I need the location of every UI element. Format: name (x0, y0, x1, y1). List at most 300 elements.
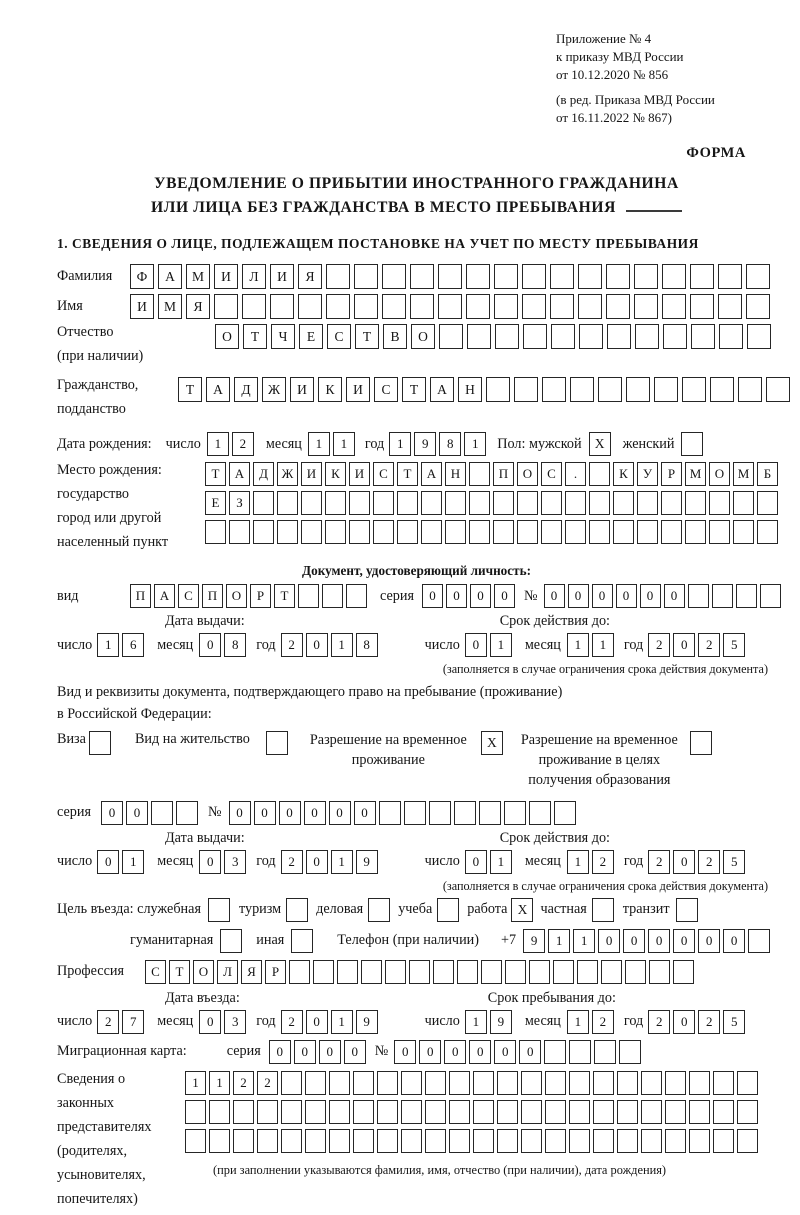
char-cell[interactable] (589, 491, 610, 515)
char-cell[interactable] (346, 584, 367, 608)
char-cell[interactable] (766, 377, 790, 402)
char-cell[interactable]: 0 (444, 1040, 466, 1064)
char-cell[interactable]: Я (298, 264, 322, 289)
char-cell[interactable]: М (733, 462, 754, 486)
char-cell[interactable]: 9 (490, 1010, 512, 1034)
char-cell[interactable] (373, 491, 394, 515)
char-cell[interactable]: Я (186, 294, 210, 319)
char-cell[interactable] (690, 294, 714, 319)
char-cell[interactable]: 0 (465, 633, 487, 657)
char-cell[interactable]: 0 (304, 801, 326, 825)
char-cell[interactable] (298, 584, 319, 608)
char-cell[interactable]: 0 (319, 1040, 341, 1064)
char-cell[interactable]: Р (265, 960, 286, 984)
char-cell[interactable]: 1 (592, 633, 614, 657)
char-cell[interactable] (270, 294, 294, 319)
char-cell[interactable] (690, 264, 714, 289)
char-cell[interactable] (205, 520, 226, 544)
checkbox-work[interactable]: X (511, 898, 533, 922)
char-cell[interactable]: 0 (126, 801, 148, 825)
char-cell[interactable] (529, 801, 551, 825)
char-cell[interactable]: И (349, 462, 370, 486)
char-cell[interactable]: 1 (464, 432, 486, 456)
char-cell[interactable] (514, 377, 538, 402)
char-cell[interactable] (409, 960, 430, 984)
char-cell[interactable] (354, 294, 378, 319)
char-cell[interactable] (382, 264, 406, 289)
char-cell[interactable]: 0 (279, 801, 301, 825)
char-cell[interactable]: 2 (648, 633, 670, 657)
char-cell[interactable] (473, 1071, 494, 1095)
char-cell[interactable] (301, 520, 322, 544)
char-cell[interactable] (329, 1100, 350, 1124)
char-cell[interactable]: Т (355, 324, 379, 349)
char-cell[interactable] (401, 1129, 422, 1153)
char-cell[interactable]: 0 (306, 633, 328, 657)
char-cell[interactable] (377, 1071, 398, 1095)
char-cell[interactable] (541, 520, 562, 544)
char-cell[interactable] (709, 520, 730, 544)
char-cell[interactable]: Е (205, 491, 226, 515)
char-cell[interactable] (712, 584, 733, 608)
char-cell[interactable]: 2 (698, 850, 720, 874)
char-cell[interactable]: Т (397, 462, 418, 486)
char-cell[interactable] (606, 294, 630, 319)
char-cell[interactable] (281, 1129, 302, 1153)
char-cell[interactable]: 2 (592, 850, 614, 874)
char-cell[interactable] (209, 1129, 230, 1153)
char-cell[interactable]: 1 (308, 432, 330, 456)
char-cell[interactable]: 0 (544, 584, 565, 608)
char-cell[interactable]: И (346, 377, 370, 402)
char-cell[interactable]: 9 (356, 850, 378, 874)
char-cell[interactable] (569, 1040, 591, 1064)
char-cell[interactable]: М (685, 462, 706, 486)
char-cell[interactable]: А (154, 584, 175, 608)
char-cell[interactable]: Е (299, 324, 323, 349)
char-cell[interactable]: 0 (673, 850, 695, 874)
char-cell[interactable]: О (215, 324, 239, 349)
char-cell[interactable] (713, 1129, 734, 1153)
char-cell[interactable] (617, 1100, 638, 1124)
char-cell[interactable] (479, 801, 501, 825)
char-cell[interactable]: Л (217, 960, 238, 984)
char-cell[interactable]: И (290, 377, 314, 402)
char-cell[interactable] (733, 520, 754, 544)
char-cell[interactable]: Н (458, 377, 482, 402)
char-cell[interactable]: 2 (232, 432, 254, 456)
char-cell[interactable]: 1 (331, 633, 353, 657)
char-cell[interactable]: 0 (394, 1040, 416, 1064)
char-cell[interactable]: 0 (470, 584, 491, 608)
char-cell[interactable]: 1 (97, 633, 119, 657)
char-cell[interactable] (738, 377, 762, 402)
char-cell[interactable] (662, 294, 686, 319)
char-cell[interactable]: С (327, 324, 351, 349)
char-cell[interactable] (578, 294, 602, 319)
char-cell[interactable] (553, 960, 574, 984)
char-cell[interactable] (757, 491, 778, 515)
char-cell[interactable] (736, 584, 757, 608)
char-cell[interactable] (661, 520, 682, 544)
char-cell[interactable]: 1 (122, 850, 144, 874)
char-cell[interactable] (425, 1100, 446, 1124)
char-cell[interactable] (439, 324, 463, 349)
char-cell[interactable] (521, 1100, 542, 1124)
char-cell[interactable] (565, 491, 586, 515)
char-cell[interactable]: 0 (623, 929, 645, 953)
char-cell[interactable]: 1 (331, 1010, 353, 1034)
char-cell[interactable] (281, 1071, 302, 1095)
char-cell[interactable] (665, 1129, 686, 1153)
char-cell[interactable] (329, 1071, 350, 1095)
char-cell[interactable]: С (373, 462, 394, 486)
checkbox-study[interactable] (437, 898, 459, 922)
char-cell[interactable] (421, 520, 442, 544)
char-cell[interactable] (449, 1100, 470, 1124)
char-cell[interactable]: 5 (723, 850, 745, 874)
char-cell[interactable]: У (637, 462, 658, 486)
char-cell[interactable]: И (270, 264, 294, 289)
char-cell[interactable]: О (411, 324, 435, 349)
char-cell[interactable]: 0 (673, 633, 695, 657)
char-cell[interactable] (325, 520, 346, 544)
char-cell[interactable]: Т (402, 377, 426, 402)
char-cell[interactable] (570, 377, 594, 402)
char-cell[interactable]: М (158, 294, 182, 319)
char-cell[interactable] (382, 294, 406, 319)
char-cell[interactable] (691, 324, 715, 349)
char-cell[interactable]: 1 (567, 1010, 589, 1034)
char-cell[interactable] (589, 462, 610, 486)
char-cell[interactable] (361, 960, 382, 984)
char-cell[interactable] (613, 520, 634, 544)
char-cell[interactable] (466, 264, 490, 289)
char-cell[interactable] (545, 1129, 566, 1153)
checkbox-temp-residence-edu[interactable] (690, 731, 712, 755)
char-cell[interactable] (469, 462, 490, 486)
char-cell[interactable] (522, 264, 546, 289)
char-cell[interactable] (577, 960, 598, 984)
char-cell[interactable] (298, 294, 322, 319)
char-cell[interactable]: 0 (254, 801, 276, 825)
char-cell[interactable]: 2 (281, 850, 303, 874)
char-cell[interactable] (253, 491, 274, 515)
char-cell[interactable]: 2 (648, 1010, 670, 1034)
checkbox-visa[interactable] (89, 731, 111, 755)
char-cell[interactable] (593, 1100, 614, 1124)
char-cell[interactable]: 8 (439, 432, 461, 456)
char-cell[interactable] (607, 324, 631, 349)
char-cell[interactable] (709, 491, 730, 515)
char-cell[interactable] (649, 960, 670, 984)
char-cell[interactable] (661, 491, 682, 515)
char-cell[interactable]: 9 (523, 929, 545, 953)
char-cell[interactable] (214, 294, 238, 319)
char-cell[interactable]: 1 (207, 432, 229, 456)
char-cell[interactable] (497, 1100, 518, 1124)
char-cell[interactable] (497, 1129, 518, 1153)
char-cell[interactable]: 1 (548, 929, 570, 953)
char-cell[interactable] (466, 294, 490, 319)
char-cell[interactable] (637, 520, 658, 544)
char-cell[interactable] (322, 584, 343, 608)
char-cell[interactable] (469, 491, 490, 515)
char-cell[interactable]: Н (445, 462, 466, 486)
char-cell[interactable] (689, 1071, 710, 1095)
char-cell[interactable] (569, 1129, 590, 1153)
char-cell[interactable] (593, 1071, 614, 1095)
char-cell[interactable]: К (613, 462, 634, 486)
char-cell[interactable] (654, 377, 678, 402)
char-cell[interactable]: 0 (469, 1040, 491, 1064)
char-cell[interactable] (689, 1100, 710, 1124)
char-cell[interactable]: 0 (568, 584, 589, 608)
char-cell[interactable]: 0 (673, 1010, 695, 1034)
char-cell[interactable]: 1 (465, 1010, 487, 1034)
char-cell[interactable] (521, 1071, 542, 1095)
char-cell[interactable] (619, 1040, 641, 1064)
char-cell[interactable] (326, 294, 350, 319)
char-cell[interactable] (688, 584, 709, 608)
char-cell[interactable] (594, 1040, 616, 1064)
char-cell[interactable] (641, 1129, 662, 1153)
char-cell[interactable] (517, 520, 538, 544)
char-cell[interactable] (313, 960, 334, 984)
char-cell[interactable] (545, 1071, 566, 1095)
char-cell[interactable]: 8 (356, 633, 378, 657)
char-cell[interactable]: 0 (698, 929, 720, 953)
char-cell[interactable]: О (226, 584, 247, 608)
char-cell[interactable]: 0 (723, 929, 745, 953)
char-cell[interactable]: 0 (422, 584, 443, 608)
char-cell[interactable]: 0 (306, 850, 328, 874)
char-cell[interactable] (176, 801, 198, 825)
char-cell[interactable]: 0 (344, 1040, 366, 1064)
char-cell[interactable] (151, 801, 173, 825)
char-cell[interactable] (377, 1100, 398, 1124)
char-cell[interactable] (401, 1100, 422, 1124)
char-cell[interactable]: 0 (229, 801, 251, 825)
char-cell[interactable] (554, 801, 576, 825)
char-cell[interactable] (353, 1071, 374, 1095)
char-cell[interactable]: 6 (122, 633, 144, 657)
char-cell[interactable] (467, 324, 491, 349)
char-cell[interactable] (713, 1071, 734, 1095)
char-cell[interactable] (713, 1100, 734, 1124)
char-cell[interactable]: З (229, 491, 250, 515)
char-cell[interactable] (521, 1129, 542, 1153)
char-cell[interactable] (635, 324, 659, 349)
char-cell[interactable]: Я (241, 960, 262, 984)
char-cell[interactable]: С (145, 960, 166, 984)
char-cell[interactable]: К (318, 377, 342, 402)
char-cell[interactable]: 0 (664, 584, 685, 608)
char-cell[interactable] (569, 1071, 590, 1095)
char-cell[interactable] (242, 294, 266, 319)
char-cell[interactable] (505, 960, 526, 984)
char-cell[interactable]: Т (274, 584, 295, 608)
char-cell[interactable]: 1 (389, 432, 411, 456)
char-cell[interactable]: П (493, 462, 514, 486)
char-cell[interactable]: П (130, 584, 151, 608)
char-cell[interactable] (257, 1129, 278, 1153)
char-cell[interactable]: 1 (331, 850, 353, 874)
char-cell[interactable]: Ж (262, 377, 286, 402)
char-cell[interactable] (301, 491, 322, 515)
char-cell[interactable] (445, 520, 466, 544)
char-cell[interactable] (617, 1129, 638, 1153)
char-cell[interactable] (401, 1071, 422, 1095)
char-cell[interactable] (565, 520, 586, 544)
char-cell[interactable] (523, 324, 547, 349)
char-cell[interactable] (385, 960, 406, 984)
char-cell[interactable] (233, 1129, 254, 1153)
char-cell[interactable] (429, 801, 451, 825)
char-cell[interactable]: 0 (616, 584, 637, 608)
char-cell[interactable] (601, 960, 622, 984)
char-cell[interactable] (737, 1100, 758, 1124)
char-cell[interactable]: А (421, 462, 442, 486)
char-cell[interactable]: И (130, 294, 154, 319)
char-cell[interactable] (682, 377, 706, 402)
char-cell[interactable]: 0 (199, 633, 221, 657)
char-cell[interactable]: С (541, 462, 562, 486)
char-cell[interactable] (542, 377, 566, 402)
char-cell[interactable] (748, 929, 770, 953)
char-cell[interactable] (325, 491, 346, 515)
char-cell[interactable]: 0 (446, 584, 467, 608)
char-cell[interactable] (329, 1129, 350, 1153)
char-cell[interactable] (685, 520, 706, 544)
char-cell[interactable] (665, 1100, 686, 1124)
char-cell[interactable]: 0 (419, 1040, 441, 1064)
char-cell[interactable]: . (565, 462, 586, 486)
checkbox-sex-male[interactable]: X (589, 432, 611, 456)
char-cell[interactable]: 1 (209, 1071, 230, 1095)
char-cell[interactable] (613, 491, 634, 515)
char-cell[interactable] (410, 294, 434, 319)
char-cell[interactable] (719, 324, 743, 349)
char-cell[interactable] (517, 491, 538, 515)
char-cell[interactable] (598, 377, 622, 402)
char-cell[interactable] (289, 960, 310, 984)
char-cell[interactable] (253, 520, 274, 544)
char-cell[interactable]: 0 (673, 929, 695, 953)
char-cell[interactable] (281, 1100, 302, 1124)
char-cell[interactable]: 2 (648, 850, 670, 874)
char-cell[interactable]: А (229, 462, 250, 486)
char-cell[interactable] (550, 264, 574, 289)
char-cell[interactable]: 3 (224, 1010, 246, 1034)
char-cell[interactable]: 5 (723, 1010, 745, 1034)
char-cell[interactable] (493, 491, 514, 515)
char-cell[interactable]: 2 (233, 1071, 254, 1095)
char-cell[interactable]: Ф (130, 264, 154, 289)
char-cell[interactable] (473, 1100, 494, 1124)
char-cell[interactable]: М (186, 264, 210, 289)
char-cell[interactable]: К (325, 462, 346, 486)
char-cell[interactable] (397, 520, 418, 544)
char-cell[interactable]: И (301, 462, 322, 486)
char-cell[interactable] (689, 1129, 710, 1153)
char-cell[interactable] (449, 1071, 470, 1095)
char-cell[interactable] (326, 264, 350, 289)
char-cell[interactable] (718, 264, 742, 289)
char-cell[interactable] (425, 1071, 446, 1095)
char-cell[interactable] (746, 294, 770, 319)
char-cell[interactable] (349, 491, 370, 515)
checkbox-sex-female[interactable] (681, 432, 703, 456)
char-cell[interactable] (544, 1040, 566, 1064)
checkbox-tourism[interactable] (286, 898, 308, 922)
char-cell[interactable]: 0 (329, 801, 351, 825)
char-cell[interactable] (486, 377, 510, 402)
char-cell[interactable]: 1 (573, 929, 595, 953)
char-cell[interactable] (233, 1100, 254, 1124)
char-cell[interactable] (589, 520, 610, 544)
char-cell[interactable] (637, 491, 658, 515)
char-cell[interactable] (449, 1129, 470, 1153)
char-cell[interactable] (593, 1129, 614, 1153)
char-cell[interactable] (522, 294, 546, 319)
char-cell[interactable]: 0 (97, 850, 119, 874)
char-cell[interactable]: Т (243, 324, 267, 349)
char-cell[interactable]: И (214, 264, 238, 289)
char-cell[interactable] (529, 960, 550, 984)
char-cell[interactable]: Б (757, 462, 778, 486)
char-cell[interactable] (481, 960, 502, 984)
char-cell[interactable]: 0 (294, 1040, 316, 1064)
char-cell[interactable] (493, 520, 514, 544)
char-cell[interactable]: 0 (494, 584, 515, 608)
char-cell[interactable]: 9 (356, 1010, 378, 1034)
char-cell[interactable] (495, 324, 519, 349)
char-cell[interactable]: 2 (592, 1010, 614, 1034)
char-cell[interactable]: 2 (698, 633, 720, 657)
char-cell[interactable]: С (374, 377, 398, 402)
char-cell[interactable] (662, 264, 686, 289)
char-cell[interactable] (663, 324, 687, 349)
char-cell[interactable]: А (206, 377, 230, 402)
char-cell[interactable]: Ж (277, 462, 298, 486)
char-cell[interactable] (438, 264, 462, 289)
char-cell[interactable]: 0 (354, 801, 376, 825)
char-cell[interactable]: П (202, 584, 223, 608)
char-cell[interactable]: Л (242, 264, 266, 289)
char-cell[interactable] (305, 1071, 326, 1095)
char-cell[interactable]: 1 (333, 432, 355, 456)
char-cell[interactable] (578, 264, 602, 289)
char-cell[interactable] (469, 520, 490, 544)
char-cell[interactable]: Т (169, 960, 190, 984)
char-cell[interactable]: 2 (281, 633, 303, 657)
char-cell[interactable]: Ч (271, 324, 295, 349)
checkbox-humanitarian[interactable] (220, 929, 242, 953)
char-cell[interactable]: 0 (519, 1040, 541, 1064)
checkbox-transit[interactable] (676, 898, 698, 922)
char-cell[interactable] (404, 801, 426, 825)
char-cell[interactable]: 1 (490, 633, 512, 657)
char-cell[interactable] (617, 1071, 638, 1095)
char-cell[interactable]: 2 (698, 1010, 720, 1034)
char-cell[interactable]: Д (234, 377, 258, 402)
char-cell[interactable] (673, 960, 694, 984)
char-cell[interactable] (433, 960, 454, 984)
char-cell[interactable] (579, 324, 603, 349)
char-cell[interactable] (445, 491, 466, 515)
char-cell[interactable] (425, 1129, 446, 1153)
